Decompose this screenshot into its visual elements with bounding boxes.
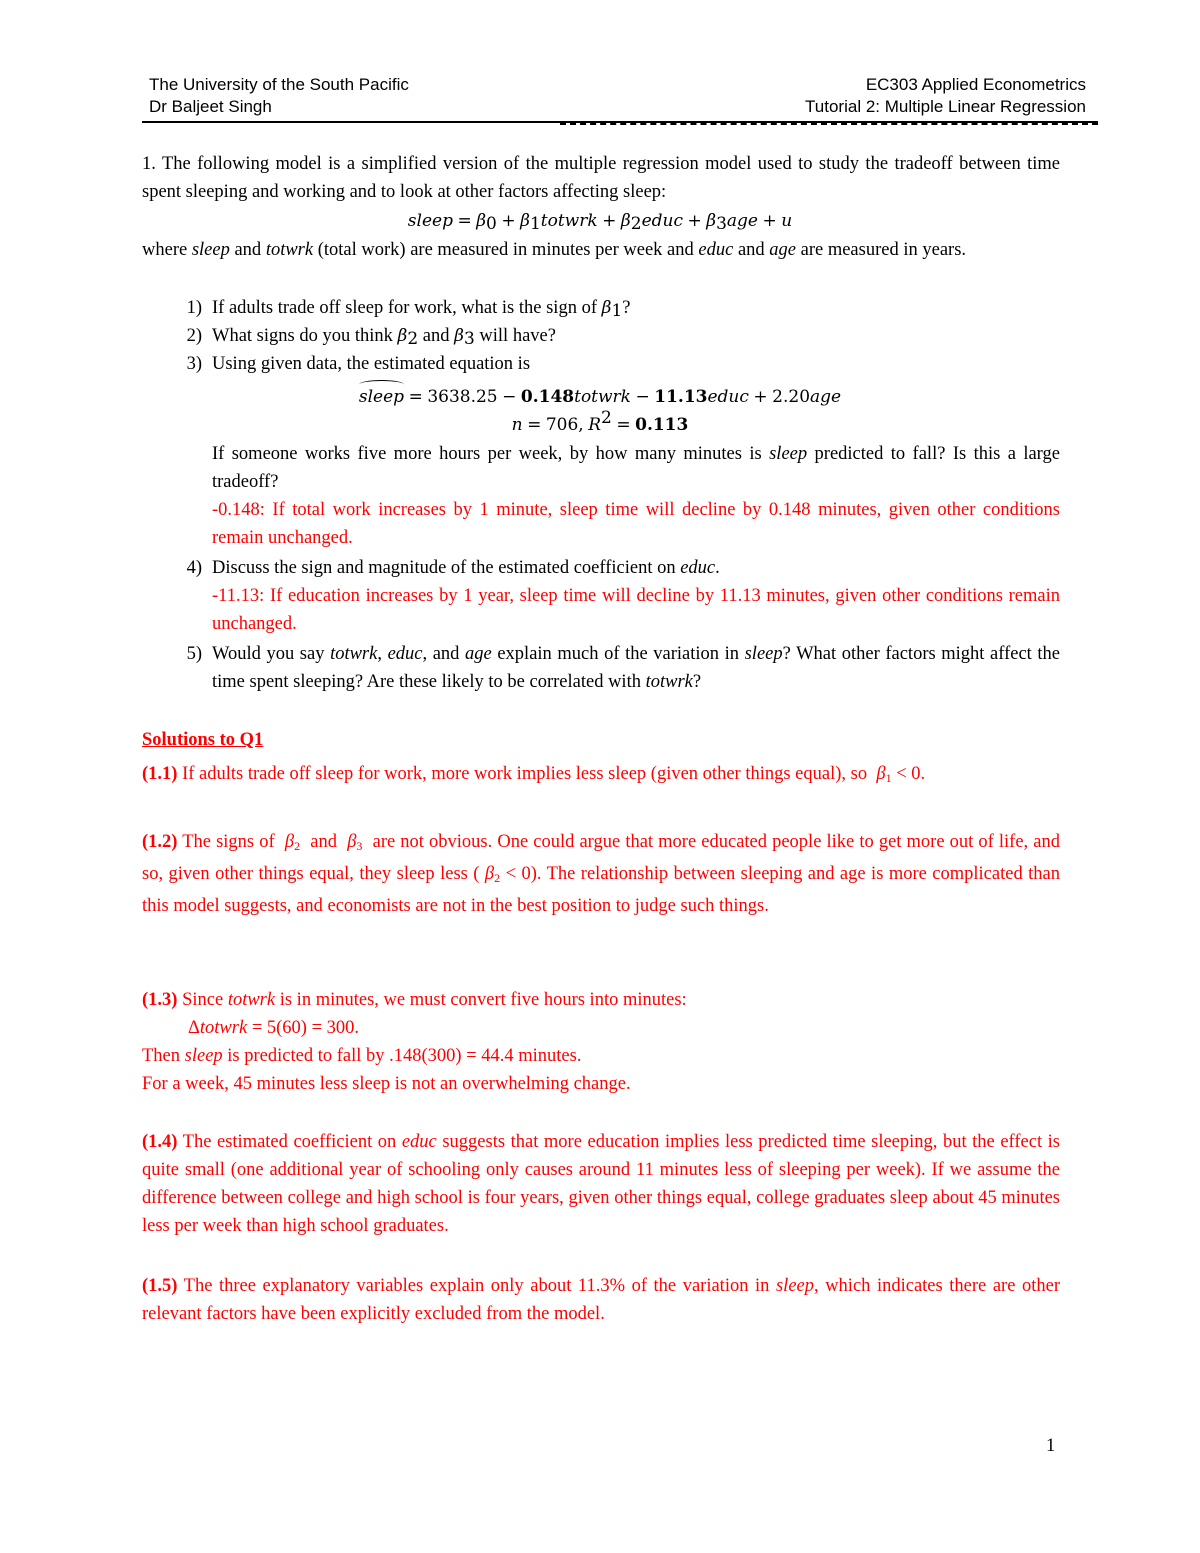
header-course: EC303 Applied Econometrics (865, 75, 1086, 94)
solutions-heading: Solutions to Q1 (142, 730, 264, 750)
item-number: 3) (186, 354, 202, 374)
solution-1-2: (1.2) The signs of $\beta_2$ and $\beta_3$ are not obvious. One could argue that more educated people like to get more out of life, and so, given other things equal, they sleep less ( $\beta_2 < 0$). The relationship between sleeping and age is more complicated than this model suggests, and economists are not in the best position to judge such things. (142, 832, 1060, 916)
item3-question: If someone works five more hours per week, by how many minutes is sleep predicted to fall? Is this a large tradeoff? (212, 444, 1060, 492)
model-equation: sleep = $\beta_0$ + $\beta_1totwrk$ + $\beta_2educ + \beta_3age + u$ (407, 211, 793, 234)
header-dashed-rule (560, 123, 1098, 125)
question-item-1: If adults trade off sleep for work, what is the sign of $\beta_1$? (212, 298, 631, 321)
header-tutorial: Tutorial 2: Multiple Linear Regression (805, 97, 1086, 116)
item-number: 1) (186, 298, 202, 318)
item-number: 4) (186, 558, 202, 578)
header-lecturer: Dr Baljeet Singh (149, 97, 272, 116)
solution-1-4: (1.4) The estimated coefficient on educ suggests that more education implies less predicted time sleeping, but the effect is quite small (one additional year of schooling only causes around 11 minutes less of sleeping per week). If we assume the difference between college and high school is four years, given other things equal, college graduates sleep about 45 minutes less per week than high school graduates. (142, 1132, 1060, 1236)
solution-1-1: (1.1) If adults trade off sleep for work, more work implies less sleep (given other things equal), so $\beta_1 < 0$. (142, 764, 926, 785)
item4-answer: -11.13: If education increases by 1 year, sleep time will decline by 11.13 minutes, given other conditions remain unchanged. (212, 586, 1060, 634)
solution-1-3: (1.3) Since totwrk is in minutes, we must convert five hours into minutes: Δtotwrk = 5(60) = 300. Then sleep is predicted to fall by .148(300) = 44.4 minutes. For a week, 45 minutes less sleep is not an overwhelming change. (142, 990, 687, 1094)
header-university: The University of the South Pacific (149, 75, 409, 94)
page-number: 1 (1046, 1436, 1056, 1456)
item-number: 5) (186, 644, 202, 664)
item-number: 2) (186, 326, 202, 346)
solution-1-5: (1.5) The three explanatory variables explain only about 11.3% of the variation in sleep, which indicates there are other relevant factors have been explicitly excluded from the model. (142, 1276, 1060, 1324)
fit-statistics: n = 706, $R^2 = 0.113$ (511, 408, 689, 435)
question-item-4: Discuss the sign and magnitude of the estimated coefficient on educ. (212, 558, 720, 578)
question-intro: 1. The following model is a simplified version of the multiple regression model used to study the tradeoff between time spent sleeping and working and to look at other factors affecting sleep: (142, 154, 1060, 202)
item3-answer: -0.148: If total work increases by 1 minute, sleep time will decline by 0.148 minutes, given other conditions remain unchanged. (212, 500, 1060, 548)
estimated-equation: sleep = 3638.25 − 0.148totwrk − 11.13educ + 2.20age (0, 382, 1200, 411)
question-item-5: Would you say totwrk, educ, and age explain much of the variation in sleep? What other factors might affect the time spent sleeping? Are these likely to be correlated with totwrk? (212, 644, 1060, 692)
question-item-2: What signs do you think $\beta_2$ and $\beta_3$ will have? (212, 326, 556, 349)
variable-definitions: where sleep and totwrk (total work) are measured in minutes per week and educ and age are measured in years. (142, 240, 967, 260)
question-item-3: Using given data, the estimated equation is (212, 354, 531, 374)
